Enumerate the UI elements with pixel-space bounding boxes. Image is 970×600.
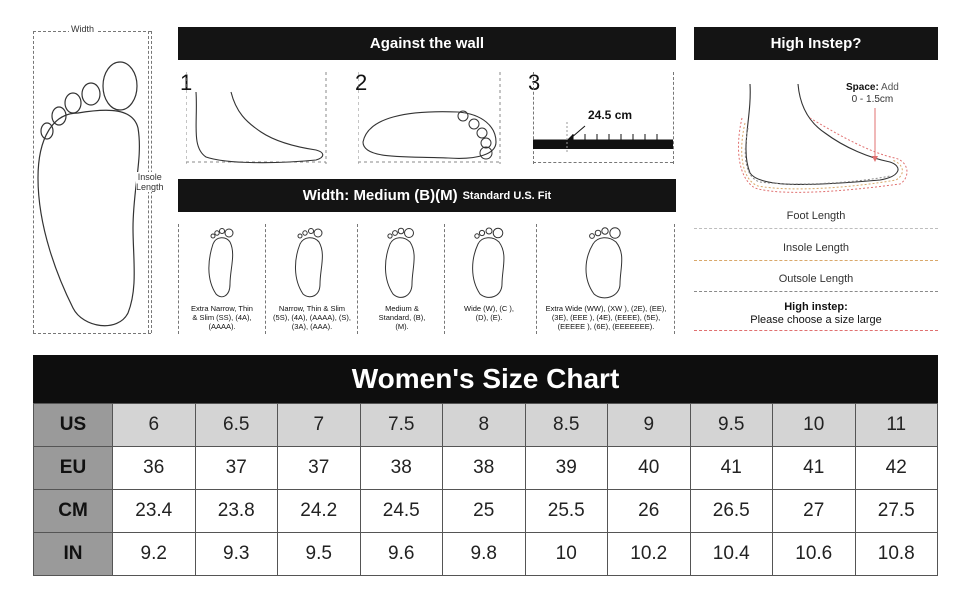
size-cell: 7.5 bbox=[360, 404, 443, 447]
high-instep-header bbox=[694, 27, 938, 60]
size-cell: 25 bbox=[443, 490, 526, 533]
size-cell: 9.2 bbox=[113, 533, 196, 576]
size-cell: 23.8 bbox=[195, 490, 278, 533]
width-option-wide: Wide (W), (C ), (D), (E). bbox=[464, 304, 514, 322]
size-cell: 9.8 bbox=[443, 533, 526, 576]
size-cell: 25.5 bbox=[525, 490, 608, 533]
space-value: Add bbox=[881, 82, 899, 93]
against-wall-header bbox=[178, 27, 676, 60]
width-title-sub: Standard U.S. Fit bbox=[462, 189, 552, 202]
size-cell: 42 bbox=[855, 447, 938, 490]
size-cell: 10.6 bbox=[773, 533, 856, 576]
step-1-number: 1 bbox=[180, 70, 193, 95]
size-cell: 38 bbox=[443, 447, 526, 490]
step-3-ruler-area bbox=[533, 72, 675, 164]
size-cell: 11 bbox=[855, 404, 938, 447]
legend-high-instep-line bbox=[694, 330, 938, 331]
size-chart-title: Women's Size Chart bbox=[33, 355, 938, 403]
space-range: 0 - 1.5cm bbox=[851, 94, 894, 105]
size-cell: 38 bbox=[360, 447, 443, 490]
width-option-extra-wide: Extra Wide (WW), (XW ), (2E), (EE), (3E), (EEE ), (4E), (EEEE), (5E), (EEEEE ), (6E), (EEEEEEE). bbox=[545, 304, 667, 331]
high-instep-note: Please choose a size large bbox=[750, 314, 882, 326]
high-instep-title: High Instep? bbox=[770, 35, 862, 52]
size-cell: 9.3 bbox=[195, 533, 278, 576]
width-option-narrow: Narrow, Thin & Slim (5S), (4A), (AAAA), (S), (3A), (AAA). bbox=[273, 304, 351, 331]
legend-high-instep: High instep: bbox=[784, 301, 848, 313]
legend-insole-length-line bbox=[694, 260, 938, 261]
width-option-extra-narrow: Extra Narrow, Thin & Slim (SS), (4A), (AAAA). bbox=[191, 304, 253, 331]
row-header: US bbox=[34, 404, 113, 447]
size-cell: 9.6 bbox=[360, 533, 443, 576]
row-header: IN bbox=[34, 533, 113, 576]
row-header: CM bbox=[34, 490, 113, 533]
space-note bbox=[846, 82, 899, 106]
size-cell: 26.5 bbox=[690, 490, 773, 533]
size-cell: 10.4 bbox=[690, 533, 773, 576]
step-2-number: 2 bbox=[355, 70, 368, 95]
size-cell: 8 bbox=[443, 404, 526, 447]
legend-foot-length-line bbox=[694, 228, 938, 229]
legend-outsole-length: Outsole Length bbox=[778, 273, 854, 285]
size-cell: 24.2 bbox=[278, 490, 361, 533]
size-cell: 9.5 bbox=[278, 533, 361, 576]
size-cell: 40 bbox=[608, 447, 691, 490]
legend-outsole-length-line bbox=[694, 291, 938, 292]
against-wall-title: Against the wall bbox=[369, 35, 485, 52]
width-option-medium: Medium & Standard, (B), (M). bbox=[378, 304, 426, 331]
size-cell: 7 bbox=[278, 404, 361, 447]
size-row-in bbox=[34, 533, 938, 576]
size-row-us bbox=[34, 404, 938, 447]
size-cell: 41 bbox=[773, 447, 856, 490]
size-cell: 27 bbox=[773, 490, 856, 533]
foot-width-diagram bbox=[33, 24, 153, 338]
step-1-foot-side-icon bbox=[186, 72, 328, 164]
size-cell: 10 bbox=[773, 404, 856, 447]
size-cell: 24.5 bbox=[360, 490, 443, 533]
womens-size-chart bbox=[33, 355, 938, 576]
insole-length-label: Insole Length bbox=[136, 172, 164, 192]
size-cell: 10.2 bbox=[608, 533, 691, 576]
legend-insole-length: Insole Length bbox=[782, 242, 850, 254]
size-cell: 10 bbox=[525, 533, 608, 576]
size-cell: 41 bbox=[690, 447, 773, 490]
size-cell: 26 bbox=[608, 490, 691, 533]
size-cell: 9 bbox=[608, 404, 691, 447]
step-3-number: 3 bbox=[528, 70, 541, 95]
step-2-foot-top-icon bbox=[358, 72, 502, 164]
measure-value: 24.5 cm bbox=[588, 108, 633, 122]
size-cell: 37 bbox=[278, 447, 361, 490]
size-cell: 36 bbox=[113, 447, 196, 490]
width-title-main: Width: Medium (B)(M) bbox=[302, 187, 458, 204]
size-cell: 9.5 bbox=[690, 404, 773, 447]
size-cell: 37 bbox=[195, 447, 278, 490]
size-chart-table bbox=[33, 403, 938, 576]
size-cell: 6.5 bbox=[195, 404, 278, 447]
width-label: Width bbox=[71, 24, 95, 34]
size-cell: 6 bbox=[113, 404, 196, 447]
width-foot-icons bbox=[178, 224, 678, 304]
space-label: Space: bbox=[846, 82, 879, 93]
foot-sole-icon bbox=[33, 28, 153, 338]
size-cell: 39 bbox=[525, 447, 608, 490]
size-cell: 8.5 bbox=[525, 404, 608, 447]
size-row-cm bbox=[34, 490, 938, 533]
size-cell: 27.5 bbox=[855, 490, 938, 533]
size-cell: 10.8 bbox=[855, 533, 938, 576]
row-header: EU bbox=[34, 447, 113, 490]
width-header bbox=[178, 179, 676, 212]
size-cell: 23.4 bbox=[113, 490, 196, 533]
legend-foot-length: Foot Length bbox=[786, 210, 846, 222]
size-row-eu bbox=[34, 447, 938, 490]
ruler-icon bbox=[533, 122, 675, 152]
